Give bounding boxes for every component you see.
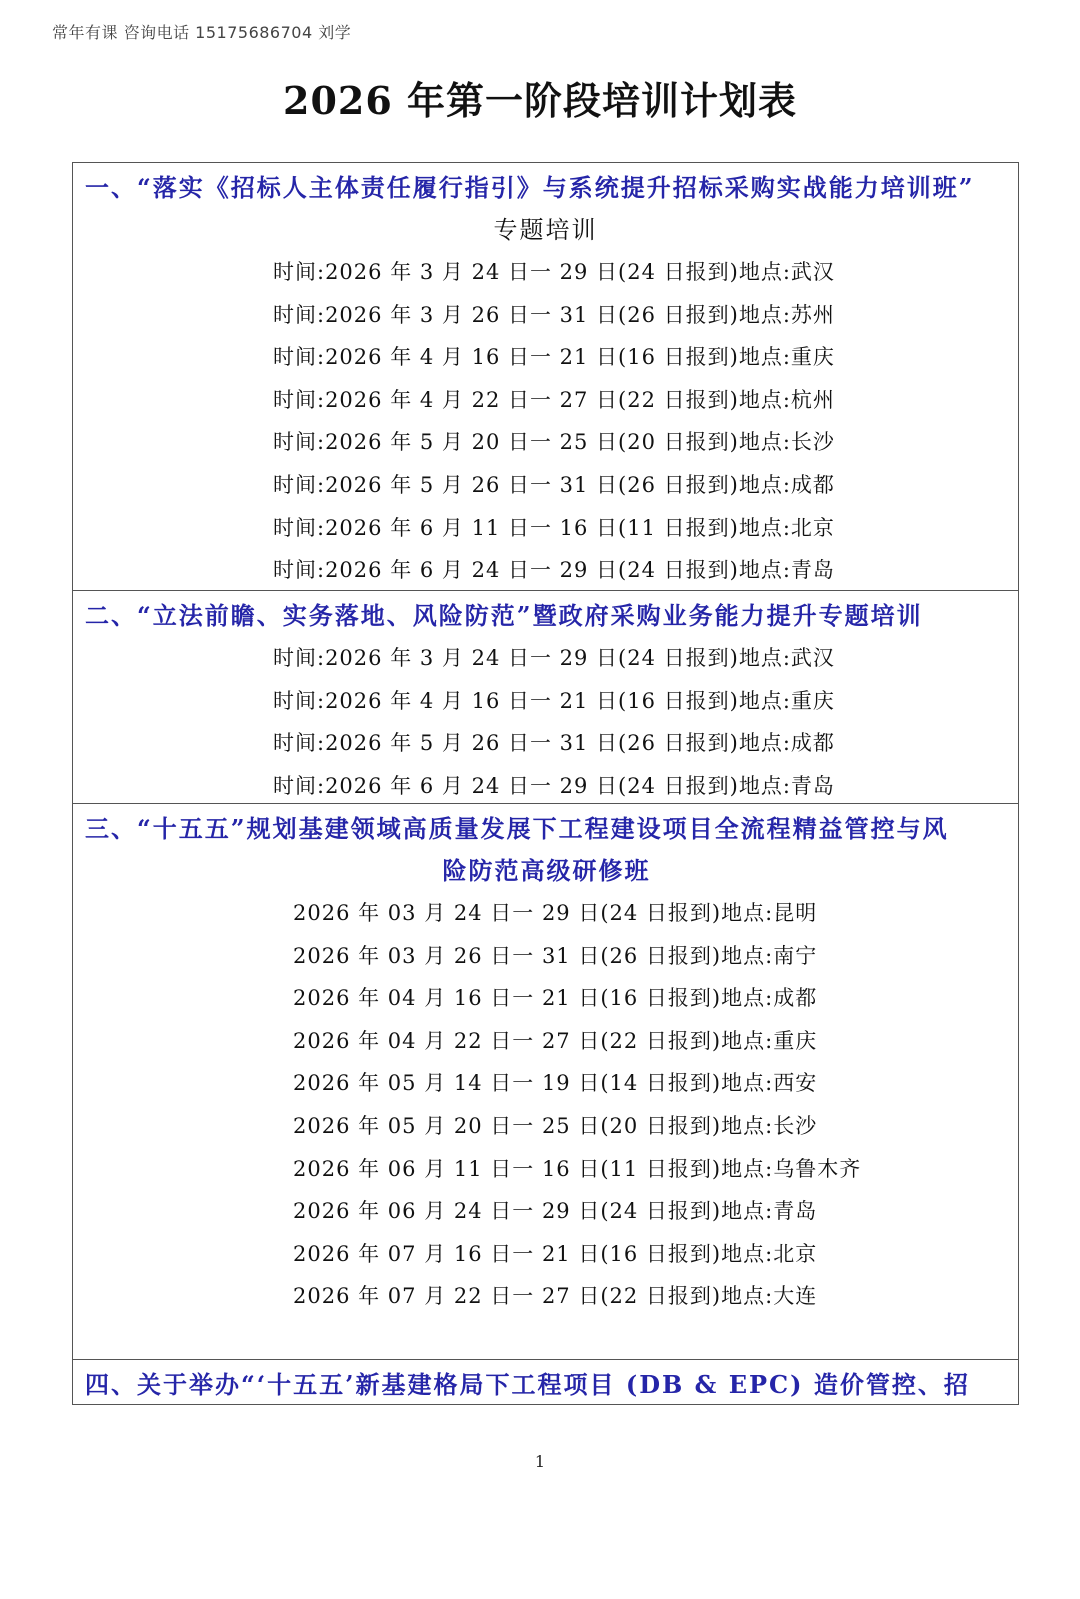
schedule-row: 时间:2026 年 4 月 16 日一 21 日(16 日报到)地点:重庆	[273, 688, 835, 713]
schedule-row: 时间:2026 年 3 月 24 日一 29 日(24 日报到)地点:武汉	[273, 646, 835, 670]
schedule-row: 时间:2026 年 3 月 24 日一 29 日(24 日报到)地点:武汉	[273, 260, 835, 284]
schedule-row: 时间:2026 年 6 月 24 日一 29 日(24 日报到)地点:青岛	[273, 558, 835, 583]
section-3-title-line2: 险防范高级研修班	[442, 856, 651, 885]
schedule-row: 2026 年 05 月 14 日一 19 日(14 日报到)地点:西安	[293, 1071, 818, 1096]
section-3-rows	[73, 892, 1018, 1318]
schedule-row: 时间:2026 年 4 月 22 日一 27 日(22 日报到)地点:杭州	[273, 387, 835, 412]
section-4	[73, 1360, 1018, 1404]
section-3	[73, 804, 1018, 1360]
schedule-row: 2026 年 04 月 22 日一 27 日(22 日报到)地点:重庆	[293, 1028, 818, 1053]
schedule-row: 2026 年 06 月 11 日一 16 日(11 日报到)地点:乌鲁木齐	[293, 1156, 862, 1181]
schedule-row: 时间:2026 年 6 月 11 日一 16 日(11 日报到)地点:北京	[273, 515, 835, 540]
schedule-table	[72, 162, 1019, 1405]
schedule-row: 时间:2026 年 5 月 20 日一 25 日(20 日报到)地点:长沙	[273, 430, 835, 455]
section-1-subtitle: 专题培训	[493, 216, 598, 244]
schedule-row: 时间:2026 年 3 月 26 日一 31 日(26 日报到)地点:苏州	[273, 302, 835, 327]
section-2-title: 二、“立法前瞻、实务落地、风险防范”暨政府采购业务能力提升专题培训	[85, 601, 923, 630]
schedule-row: 2026 年 07 月 22 日一 27 日(22 日报到)地点:大连	[293, 1284, 818, 1309]
schedule-row: 2026 年 04 月 16 日一 21 日(16 日报到)地点:成都	[293, 986, 818, 1011]
schedule-row: 2026 年 07 月 16 日一 21 日(16 日报到)地点:北京	[293, 1241, 818, 1266]
schedule-row: 时间:2026 年 5 月 26 日一 31 日(26 日报到)地点:成都	[273, 472, 835, 497]
section-2-rows	[73, 637, 1018, 807]
page-title: 2026 年第一阶段培训计划表	[283, 78, 797, 123]
schedule-row: 2026 年 03 月 26 日一 31 日(26 日报到)地点:南宁	[293, 943, 818, 968]
section-4-title: 四、关于举办“‘十五五’新基建格局下工程项目 (DB & EPC) 造价管控、招	[85, 1370, 970, 1399]
section-1-rows	[73, 251, 1018, 592]
schedule-row: 2026 年 05 月 20 日一 25 日(20 日报到)地点:长沙	[293, 1113, 818, 1138]
page-number: 1	[534, 1452, 546, 1471]
section-3-title: 三、“十五五”规划基建领域高质量发展下工程建设项目全流程精益管控与风	[85, 814, 949, 843]
section-2	[73, 591, 1018, 804]
section-1-title: 一、“落实《招标人主体责任履行指引》与系统提升招标采购实战能力培训班”	[85, 173, 975, 202]
section-1	[73, 163, 1018, 591]
schedule-row: 2026 年 06 月 24 日一 29 日(24 日报到)地点:青岛	[293, 1199, 818, 1224]
schedule-row: 时间:2026 年 6 月 24 日一 29 日(24 日报到)地点:青岛	[273, 773, 835, 798]
header-note: 常年有课 咨询电话 15175686704 刘学	[52, 23, 352, 42]
schedule-row: 2026 年 03 月 24 日一 29 日(24 日报到)地点:昆明	[293, 901, 818, 925]
schedule-row: 时间:2026 年 4 月 16 日一 21 日(16 日报到)地点:重庆	[273, 345, 835, 370]
schedule-row: 时间:2026 年 5 月 26 日一 31 日(26 日报到)地点:成都	[273, 731, 835, 756]
